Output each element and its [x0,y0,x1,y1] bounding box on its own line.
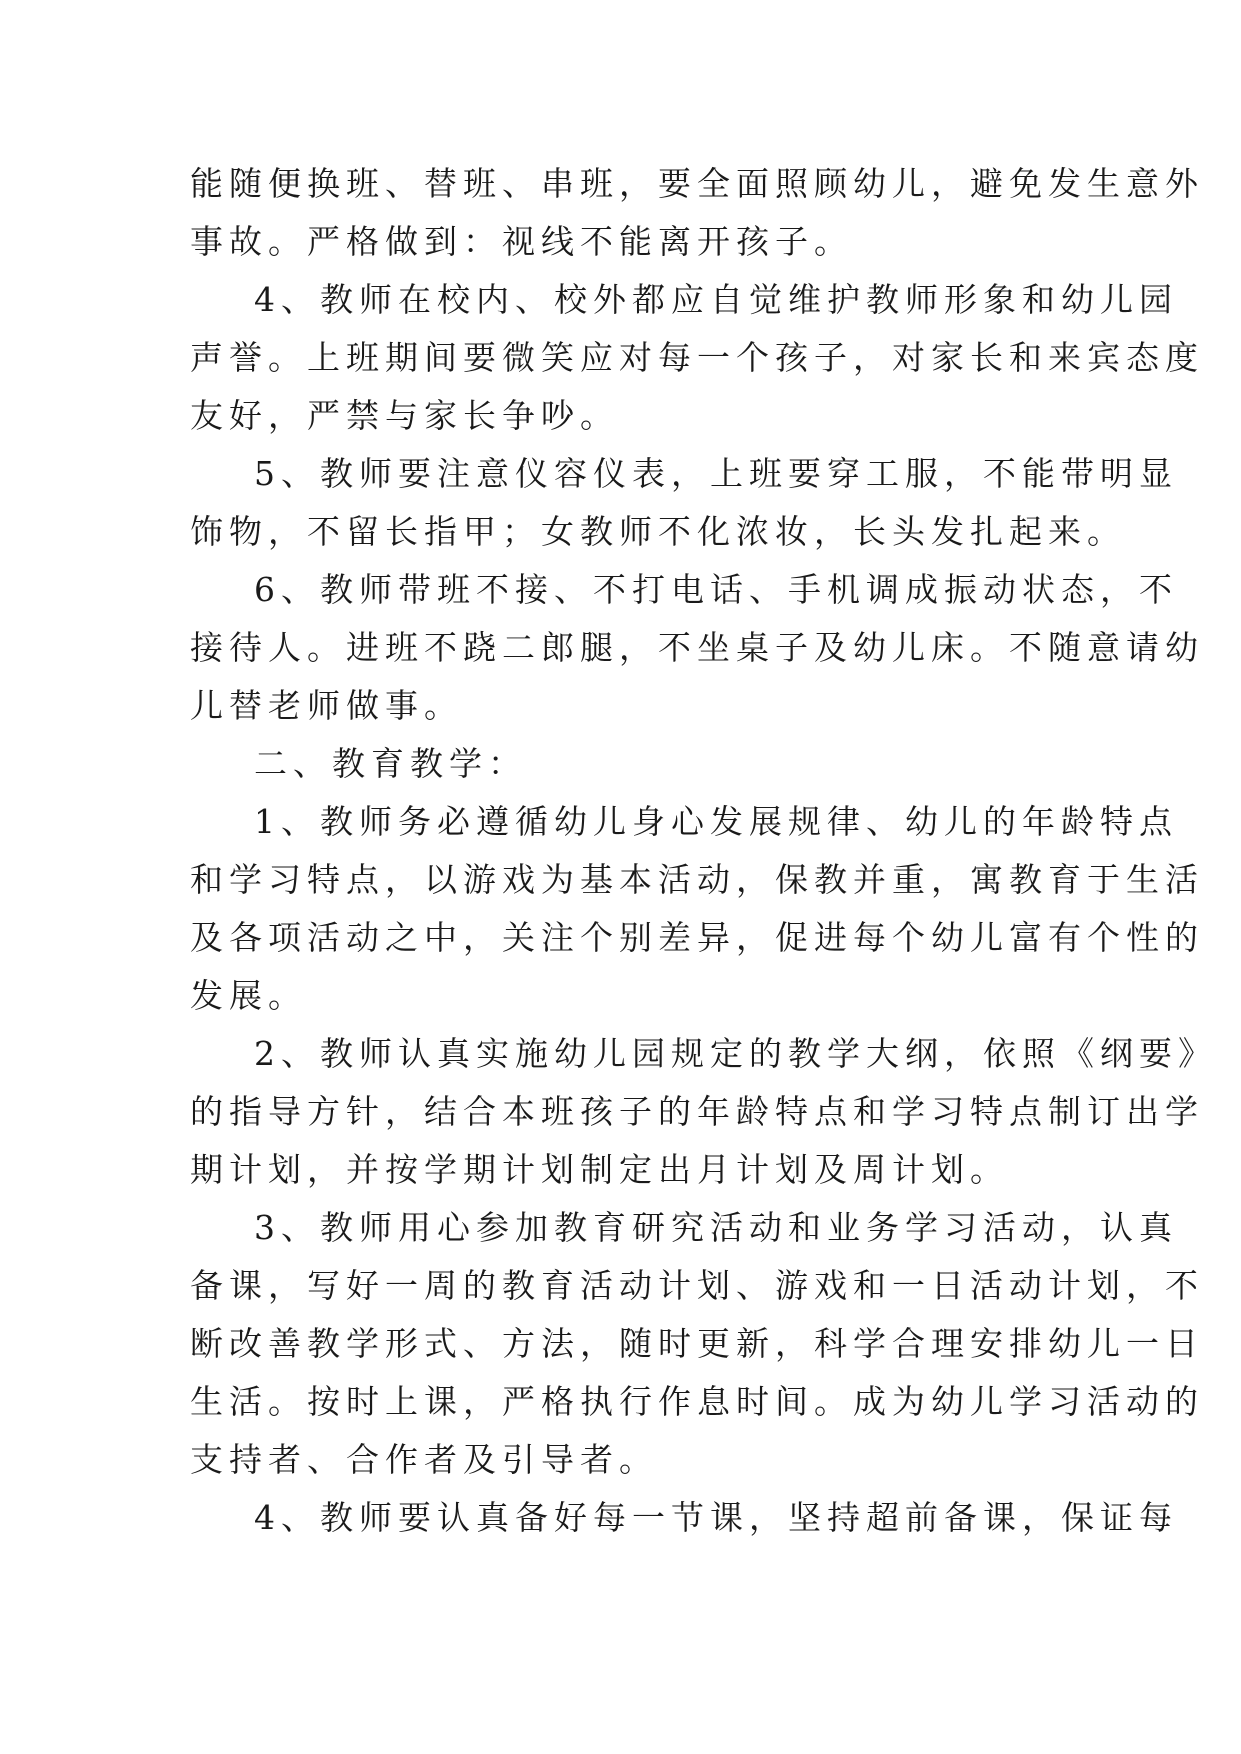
text-line: 5、教师要注意仪容仪表，上班要穿工服，不能带明显 [254,454,1178,493]
text-line: 饰物，不留长指甲；女教师不化浓妆，长头发扎起来。 [190,512,1126,551]
text-line: 接待人。进班不跷二郎腿，不坐桌子及幼儿床。不随意请幼 [190,628,1204,667]
section-heading: 二、教育教学： [254,744,527,783]
text-line: 儿替老师做事。 [190,686,463,725]
text-line: 3、教师用心参加教育研究活动和业务学习活动，认真 [254,1208,1178,1247]
text-line: 发展。 [190,976,307,1015]
text-line: 期计划，并按学期计划制定出月计划及周计划。 [190,1150,1009,1189]
text-line: 和学习特点，以游戏为基本活动，保教并重，寓教育于生活 [190,860,1204,899]
text-line: 的指导方针，结合本班孩子的年龄特点和学习特点制订出学 [190,1092,1204,1131]
text-line: 1、教师务必遵循幼儿身心发展规律、幼儿的年龄特点 [254,802,1178,841]
text-line: 及各项活动之中，关注个别差异，促进每个幼儿富有个性的 [190,918,1204,957]
text-line: 生活。按时上课，严格执行作息时间。成为幼儿学习活动的 [190,1382,1204,1421]
text-line: 能随便换班、替班、串班，要全面照顾幼儿，避免发生意外 [190,164,1204,203]
text-line: 断改善教学形式、方法，随时更新，科学合理安排幼儿一日 [190,1324,1204,1363]
text-line: 2、教师认真实施幼儿园规定的教学大纲，依照《纲要》 [254,1034,1217,1073]
text-line: 备课，写好一周的教育活动计划、游戏和一日活动计划，不 [190,1266,1204,1305]
text-line: 事故。严格做到：视线不能离开孩子。 [190,222,853,261]
text-line: 支持者、合作者及引导者。 [190,1440,658,1479]
document-body [190,155,1217,1547]
text-line: 友好，严禁与家长争吵。 [190,396,619,435]
text-line: 4、教师在校内、校外都应自觉维护教师形象和幼儿园 [254,280,1178,319]
text-line: 4、教师要认真备好每一节课，坚持超前备课，保证每 [254,1498,1178,1537]
text-line: 声誉。上班期间要微笑应对每一个孩子，对家长和来宾态度 [190,338,1204,377]
text-line: 6、教师带班不接、不打电话、手机调成振动状态，不 [254,570,1178,609]
